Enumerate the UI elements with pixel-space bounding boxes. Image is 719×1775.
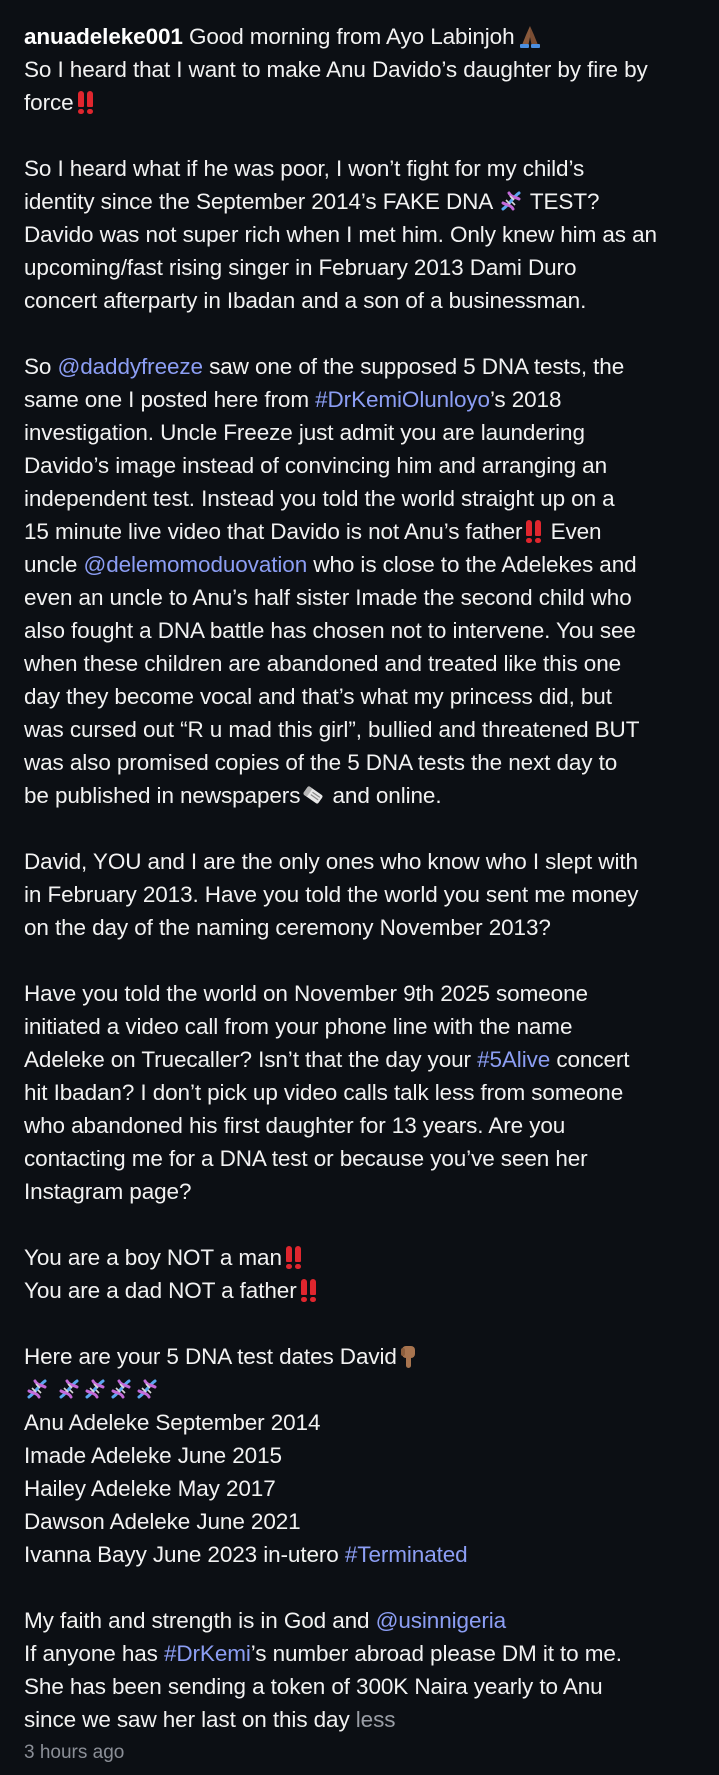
caption-line: force bbox=[24, 86, 700, 119]
caption-line: uncle @delemomoduovation who is close to the Adelekes and bbox=[24, 552, 637, 577]
caption-line: Dawson Adeleke June 2021 bbox=[24, 1509, 301, 1534]
caption-line: You are a dad NOT a father bbox=[24, 1274, 700, 1307]
caption-line: Davido was not super rich when I met him. Only knew him as an bbox=[24, 222, 657, 247]
caption-line: was cursed out “R u mad this girl”, bullied and threatened BUT bbox=[24, 717, 640, 742]
hashtag-drkemiolunloyo[interactable]: #DrKemiOlunloyo bbox=[315, 387, 490, 412]
caption-line: My faith and strength is in God and @usinnigeria bbox=[24, 1608, 507, 1633]
dna-icon bbox=[25, 1377, 49, 1401]
newspaper-icon bbox=[300, 783, 326, 807]
dna-icon bbox=[135, 1377, 159, 1401]
mention-usinnigeria[interactable]: @usinnigeria bbox=[375, 1608, 507, 1633]
double-exclamation-icon bbox=[299, 1278, 319, 1302]
caption-line: day they become vocal and that’s what my princess did, but bbox=[24, 684, 612, 709]
dna-icons-row bbox=[24, 1373, 700, 1406]
caption-line: Adeleke on Truecaller? Isn’t that the day your #5Alive concert bbox=[24, 1047, 630, 1072]
caption-line: when these children are abandoned and treated like this one bbox=[24, 651, 622, 676]
caption-line: So I heard what if he was poor, I won’t fight for my child’s bbox=[24, 156, 585, 181]
hashtag-5alive[interactable]: #5Alive bbox=[477, 1047, 551, 1072]
pointing-down-icon bbox=[398, 1344, 420, 1370]
dna-icon bbox=[57, 1377, 81, 1401]
caption-line: same one I posted here from #DrKemiOlunloyo’s 2018 bbox=[24, 387, 562, 412]
double-exclamation-icon bbox=[524, 519, 544, 543]
double-exclamation-icon bbox=[76, 90, 96, 114]
caption-line: So @daddyfreeze saw one of the supposed 5 DNA tests, the bbox=[24, 354, 625, 379]
double-exclamation-icon bbox=[284, 1245, 304, 1269]
hashtag-drkemi[interactable]: #DrKemi bbox=[163, 1641, 251, 1666]
caption-line: independent test. Instead you told the world straight up on a bbox=[24, 486, 615, 511]
caption-line: Imade Adeleke June 2015 bbox=[24, 1443, 282, 1468]
caption-line: be published in newspapers and online. bbox=[24, 783, 442, 808]
mention-daddyfreeze[interactable]: @daddyfreeze bbox=[57, 354, 203, 379]
caption-line: was also promised copies of the 5 DNA tests the next day to bbox=[24, 750, 618, 775]
post-timestamp: 3 hours ago bbox=[24, 1742, 125, 1763]
hashtag-terminated[interactable]: #Terminated bbox=[344, 1542, 468, 1567]
caption-line: So I heard that I want to make Anu Davido’s daughter by fire by bbox=[24, 57, 648, 82]
username-link[interactable]: anuadeleke001 bbox=[24, 24, 183, 49]
caption-line: in February 2013. Have you told the world you sent me money bbox=[24, 882, 639, 907]
dna-icon bbox=[499, 189, 523, 213]
caption-line: on the day of the naming ceremony November 2013? bbox=[24, 915, 551, 940]
caption-line: who abandoned his first daughter for 13 years. Are you bbox=[24, 1113, 566, 1138]
caption-line: Davido’s image instead of convincing him and arranging an bbox=[24, 453, 607, 478]
caption-line: You are a boy NOT a man bbox=[24, 1241, 700, 1274]
caption-line: Have you told the world on November 9th 2025 someone bbox=[24, 981, 588, 1006]
caption-line: even an uncle to Anu’s half sister Imade the second child who bbox=[24, 585, 632, 610]
caption-line: anuadeleke001 Good morning from Ayo Labinjoh bbox=[24, 20, 700, 53]
caption-line: Anu Adeleke September 2014 bbox=[24, 1410, 321, 1435]
caption-line: David, YOU and I are the only ones who know who I slept with bbox=[24, 849, 638, 874]
caption-line: hit Ibadan? I don’t pick up video calls talk less from someone bbox=[24, 1080, 624, 1105]
caption-line: 15 minute live video that Davido is not Anu’s father Even bbox=[24, 519, 602, 544]
caption-line: concert afterparty in Ibadan and a son of a businessman. bbox=[24, 288, 587, 313]
caption-line: She has been sending a token of 300K Naira yearly to Anu bbox=[24, 1674, 603, 1699]
caption-line: Hailey Adeleke May 2017 bbox=[24, 1476, 276, 1501]
caption-line: Instagram page? bbox=[24, 1179, 192, 1204]
caption-line: investigation. Uncle Freeze just admit you are laundering bbox=[24, 420, 585, 445]
praying-hands-icon bbox=[516, 23, 544, 49]
caption-line: contacting me for a DNA test or because you’ve seen her bbox=[24, 1146, 588, 1171]
caption-line: identity since the September 2014’s FAKE DNA TEST? bbox=[24, 189, 600, 214]
less-toggle-button[interactable]: less bbox=[355, 1707, 396, 1732]
caption-line: If anyone has #DrKemi’s number abroad please DM it to me. bbox=[24, 1641, 622, 1666]
dna-icon bbox=[109, 1377, 133, 1401]
caption-line: Here are your 5 DNA test dates David bbox=[24, 1340, 700, 1373]
post-caption bbox=[24, 20, 700, 1736]
caption-line: upcoming/fast rising singer in February 2013 Dami Duro bbox=[24, 255, 577, 280]
caption-line: initiated a video call from your phone line with the name bbox=[24, 1014, 573, 1039]
mention-delemomoduovation[interactable]: @delemomoduovation bbox=[83, 552, 308, 577]
caption-line: since we saw her last on this day less bbox=[24, 1707, 396, 1732]
dna-icon bbox=[83, 1377, 107, 1401]
caption-line: Ivanna Bayy June 2023 in-utero #Terminated bbox=[24, 1542, 468, 1567]
caption-line: also fought a DNA battle has chosen not to intervene. You see bbox=[24, 618, 636, 643]
